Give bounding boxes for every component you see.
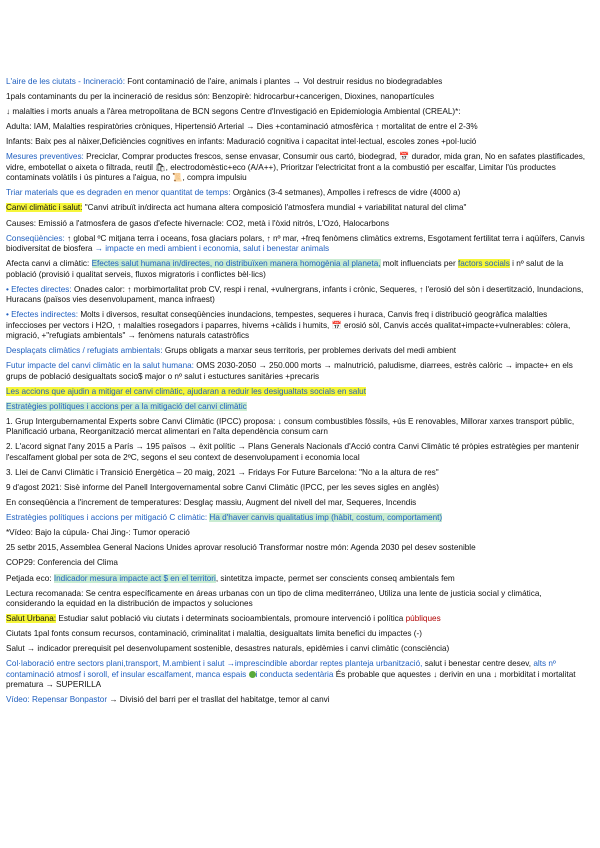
heading-estrategies-mitigacio: Estratègies polítiques i accions per a la mitigació del canvi climàtic (6, 401, 247, 411)
notes-body (6, 77, 590, 710)
text: ↑ global ºC mitjana terra i oceans, fosa glaciars polars, ↑ nº mar, +freq fenòmens climàtics extrems, Esgotament fertilitat terra i aqüífers, Canvis biodiversitat de biosfera (6, 233, 585, 254)
text: , sintetitza impacte, permet ser conscients conseq ambientals fem (215, 573, 455, 583)
text: Afecta canvi a climàtic: (6, 259, 90, 269)
heading-incineracio: L'aire de les ciutats - Incineració: (6, 77, 125, 86)
text-blue: → impacte en medi ambient i economia, salut i benestar animals (94, 244, 330, 254)
heading-materials: Triar materials que es degraden en menor quantitat de temps: (6, 188, 231, 198)
paragraph-mesures (6, 152, 590, 183)
paragraph-estrategies-heading (6, 402, 590, 412)
paragraph-video-cupula: *Vídeo: Bajo la cúpula- Chai Jing-: Tumor operació (6, 528, 190, 538)
paragraph-efectes-directes (6, 285, 590, 306)
text: salut i benestar centre desev, (424, 659, 532, 669)
text: → Divisió del barri per el trasllat del habitatge, temor al canvi (109, 695, 330, 705)
text-red: públiques (405, 614, 441, 624)
heading-futur-impacte: Futur impacte del canvi climàtic en la salut humana: (6, 361, 194, 371)
text-blue: alts nº contaminació atmosf i soroll, ef insular escalfament, manca espais (6, 659, 556, 679)
heading-canvi-climatic-salut: Canvi climàtic i salut: (6, 203, 83, 213)
paragraph-salut-indicador: Salut → indicador prerequisit pel desenvolupament sostenible, desastres naturals, epidèmies i canvi climàtic (consciència) (6, 644, 450, 654)
text-blue: i conducta sedentària (255, 669, 334, 679)
heading-mesures-preventives: Mesures preventives: (6, 152, 84, 162)
heading-salut-urbana: Salut Urbana: (6, 614, 57, 624)
paragraph-efectes-indirectes (6, 310, 590, 341)
paragraph-causes: Causes: Emissió a l'atmosfera de gasos d'efecte hivernacle: CO2, metà i l'òxid nitrós, L'Ozó, Halocarbons (6, 218, 390, 228)
green-circle-icon (249, 671, 256, 678)
paragraph-llei: 3. Llei de Canvi Climàtic i Transició Energètica – 20 maig, 2021 → Fridays For Future Barcelona: "No a la altura de res" (6, 467, 439, 477)
text: Grups obligats a marxar seus territoris, per problemes derivats del medi ambient (164, 346, 457, 356)
heading-desplacats: Desplaçats climàtics / refugiats ambientals: (6, 346, 163, 356)
text: Onades calor: ↑ morbimortalitat prob CV, respi i renal, +vulnergrans, infants i crònic, Sequeres, ↑ l'erosió del sòn i desertització, Inundacions, Huracans (països vies desenvolupament, manca infraest) (6, 284, 584, 305)
paragraph-contaminants: 1pals contaminants du per la incineració de residus són: Benzopirè: hidrocarbur+cancerigen, Dioxines, nanopartícules (6, 92, 435, 102)
text: Orgànics (3-4 setmanes), Ampolles i refrescs de vidre (4000 a) (232, 188, 461, 198)
text: Petjada eco: (6, 573, 52, 583)
paragraph-col-laboracio (6, 659, 590, 690)
paragraph-agost: 9 d'agost 2021: Sisè informe del Panell Intergovernamental sobre Canvi Climàtic (IPCC, per les seves sigles en anglès) (6, 482, 439, 492)
paragraph-consequencia: En conseqüència a l'increment de temperatures: Desglaç massiu, Augment del nivell del mar, Sequeres, Incendis (6, 498, 417, 508)
paragraph-estrategies-mitigacio (6, 513, 590, 523)
link-video-bonpastor: Vídeo: Repensar Bonpastor (6, 695, 108, 705)
text: OMS 2030-2050 → 250.000 morts → malnutrició, paludisme, diarrees, estrès calòric → impacte+ en els grups de població desigualtats socio$ major o nº salut i estuctures sanitàries +precaris (6, 361, 573, 381)
paragraph-ipcc: 1. Grup Intergubernamental Experts sobre Canvi Climàtic (IPCC) proposa: ↓ consum combustibles fòssils, +ús E renovables, Millorar xarxes transport públic, Planificació urbana, Reorganització mercat alimentari en l'alta dependència consum carn (6, 416, 575, 437)
paragraph-desplacats (6, 346, 590, 356)
paragraph-ciutats: Ciutats 1pal fonts consum recursos, contaminació, criminalitat i malaltia, desigualtats limita benefici du impactes (-) (6, 629, 422, 639)
text: Font contaminació de l'aire, animals i plantes → Vol destruir residus no biodegradables (127, 77, 443, 86)
paragraph-incineracio (6, 77, 590, 87)
text: És probable que aquestes ↓ derivin en una ↓ morbiditat i mortalitat prematura → SUPERILLA (6, 669, 576, 690)
paragraph-consequencies (6, 234, 590, 255)
paragraph-canvi-climatic (6, 203, 590, 213)
text: Estudiar salut població viu ciutats i determinats socioambientals, promoure intervenció i política (58, 614, 404, 624)
paragraph-materials (6, 188, 590, 198)
highlight-factors-socials: factors socials (457, 259, 510, 269)
paragraph-petjada (6, 574, 590, 584)
highlight-canvis-qualitatius: Ha d'haver canvis qualitatius imp (hàbit, costum, comportament) (209, 513, 443, 523)
text: "Canvi atribuït in/directa act humana altera composició l'atmosfera mundial + variabilitat natural del clima" (84, 203, 467, 213)
heading-efectes-directes: • Efectes directes: (6, 284, 72, 294)
paragraph-lectura: Lectura recomanada: Se centra específicamente en áreas urbanas con un tipo de clima mediterráneo, Utiliza una lente de justicia social y climática, considerando la equidad en la distribución de impactos y soluciones (6, 588, 542, 608)
heading-consequencies: Conseqüències: (6, 233, 65, 243)
paragraph-infants: Infants: Baix pes al nàixer,Deficiències cognitives en infants: Maduració cognitiva i capacitat intel·lectual, escoles zones +pol·lució (6, 137, 477, 147)
paragraph-agenda-2030: 25 setbr 2015, Assemblea General Nacions Unides aprovar resolució Transformar nostre món: Agenda 2030 pel desev sostenible (6, 543, 476, 553)
paragraph-salut-urbana (6, 614, 590, 624)
paragraph-adulta: Adulta: IAM, Malalties respiratòries cròniques, Hipertensió Arterial → Dies +contaminació atmosfèrica ↑ mortalitat de entre el 2-3% (6, 122, 478, 132)
paragraph-cop29: COP29: Conferencia del Clima (6, 558, 118, 568)
heading-estrategies-mitigacio-c: Estratègies polítiques i accions per mitigació C climàtic: (6, 513, 208, 523)
text: i nº salut de la població (provisió i qualitat serveis, fluxos migratoris i conflictes bèl·lics) (6, 259, 564, 279)
paragraph-malalties: ↓ malalties i morts anuals a l'àrea metropolitana de BCN segons Centre d'Investigació en Epidemiologia Ambiental (CREAL)*: (6, 107, 461, 117)
highlight-accions-mitigar: Les accions que ajudin a mitigar el canvi climàtic, ajudaran a reduir les desigualtats socials en salut (6, 386, 366, 396)
highlight-efectes-salut: Efectes salut humana in/directes, no distribuïxen manera homogènia al planeta, (91, 259, 381, 269)
paragraph-accions (6, 387, 590, 397)
highlight-indicador: Indicador mesura impacte act $ en el territori (53, 573, 216, 583)
text: Preciclar, Comprar productes frescos, sense envasar, Consumir ous cartó, biodegrad, 📅 durador, mida gran, No en safates plastificades, vidre, embotellat o aixeta o filtrada, reutil 🛍, electrodomèstic+eco (A/A++), Prioritzar l'electricitat front a la combustió per escalfar, Limitar l'ús productes contaminats volàtils i ús pintures a l'aigua, no 📜, compra impulsiu (6, 152, 586, 183)
paragraph-paris: 2. L'acord signat l'any 2015 a París → 195 països → èxit polític → Plans Generals Nacionals d'Acció contra Canvi Climàtic té pròpies estratègies per mantenir l'escalfament global per sota de 2ºC, segons el seu context de desenvolupament i economia local (6, 442, 580, 462)
text: molt influenciats per (382, 259, 456, 269)
paragraph-afecta (6, 259, 590, 280)
text-blue: Col·laboració entre sectors plani,transport, M.ambient i salut →imprescindible abordar reptes planteja urbanització, (6, 659, 423, 669)
paragraph-bonpastor (6, 695, 590, 705)
paragraph-futur-impacte (6, 361, 590, 382)
text: Molts i diversos, resultat conseqüències inundacions, tempestes, sequeres i huraca, Canvis freq i distribució geogràfica malalties infeccioses per vectors i H2O, ↑ malalties rosegadors i paparres, hiverns +càlids i humits, 📅 erosió sòl, Canvis accés qualitat+impacte+vulnerables: còlera, migració, +"refugiats ambientals" → fenòmens naturals catastròfics (6, 310, 571, 340)
heading-efectes-indirectes: • Efectes indirectes: (6, 310, 79, 320)
